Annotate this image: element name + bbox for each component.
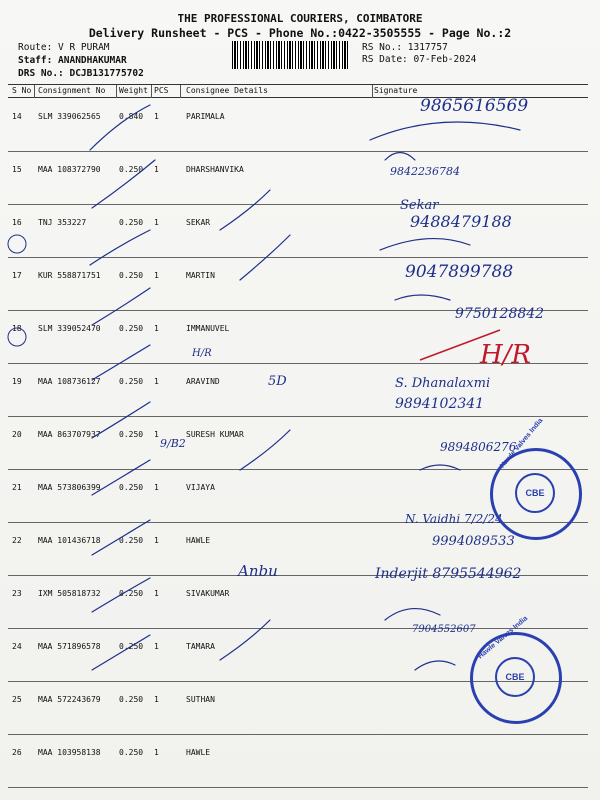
handwritten-note: 9/B2 <box>160 437 186 450</box>
pcs-cell: 1 <box>154 218 159 227</box>
stamp-center: CBE <box>515 473 555 513</box>
handwritten-note: H/R <box>192 348 212 359</box>
consignment-cell: MAA 572243679 <box>38 695 101 704</box>
pcs-cell: 1 <box>154 377 159 386</box>
weight-cell: 0.250 <box>119 589 144 598</box>
sno-cell: 14 <box>12 112 22 121</box>
consignment-cell: MAA 103958138 <box>38 748 101 757</box>
col-weight: Weight <box>119 86 148 95</box>
sno-cell: 20 <box>12 430 22 439</box>
consignment-cell: IXM 505818732 <box>38 589 101 598</box>
company-stamp: CBE Hawle Valves India <box>470 632 562 724</box>
handwritten-phone: 9894806276 <box>440 440 517 454</box>
sno-cell: 25 <box>12 695 22 704</box>
col-consignment: Consignment No <box>38 86 106 95</box>
company-header: THE PROFESSIONAL COURIERS, COIMBATORE <box>177 12 423 25</box>
sno-cell: 19 <box>12 377 22 386</box>
pcs-cell: 1 <box>154 642 159 651</box>
consignment-cell: KUR 558871751 <box>38 271 101 280</box>
runsheet-title: Delivery Runsheet - PCS - Phone No.:0422-3505555 - Page No.:2 <box>88 26 512 40</box>
consignment-cell: MAA 108736127 <box>38 377 101 386</box>
pcs-cell: 1 <box>154 271 159 280</box>
staff-label: Staff: ANANDHAKUMAR <box>18 55 127 66</box>
weight-cell: 0.250 <box>119 377 144 386</box>
consignment-cell: SLM 339062565 <box>38 112 101 121</box>
weight-cell: 0.250 <box>119 748 144 757</box>
weight-cell: 0.250 <box>119 271 144 280</box>
consignment-cell: MAA 863707937 <box>38 430 101 439</box>
col-sno: S No <box>12 86 32 95</box>
consignee-cell: ARAVIND <box>186 377 220 386</box>
consignee-cell: MARTIN <box>186 271 215 280</box>
pcs-cell: 1 <box>154 748 159 757</box>
pcs-cell: 1 <box>154 430 159 439</box>
drs-number: DRS No.: DCJB131775702 <box>18 68 144 79</box>
consignee-cell: VIJAYA <box>186 483 215 492</box>
handwritten-phone: 9865616569 <box>420 96 529 116</box>
handwritten-phone: 9488479188 <box>410 212 512 231</box>
route-label: Route: V R PURAM <box>18 42 110 53</box>
handwritten-signature: S. Dhanalaxmi <box>395 376 491 391</box>
consignment-cell: TNJ 353227 <box>38 218 87 227</box>
consignment-cell: MAA 108372790 <box>38 165 101 174</box>
consignee-cell: HAWLE <box>186 536 211 545</box>
consignee-cell: TAMARA <box>186 642 215 651</box>
weight-cell: 0.840 <box>119 112 144 121</box>
col-consignee: Consignee Details <box>186 86 268 95</box>
consignment-cell: MAA 573806399 <box>38 483 101 492</box>
company-stamp: CBE Hawle Valves India <box>490 448 582 540</box>
consignee-cell: PARIMALA <box>186 112 225 121</box>
sno-cell: 23 <box>12 589 22 598</box>
weight-cell: 0.250 <box>119 536 144 545</box>
col-signature: Signature <box>374 86 418 95</box>
consignee-cell: HAWLE <box>186 748 211 757</box>
pcs-cell: 1 <box>154 589 159 598</box>
consignee-cell: SUTHAN <box>186 695 215 704</box>
weight-cell: 0.250 <box>119 430 144 439</box>
sno-cell: 22 <box>12 536 22 545</box>
handwritten-name: Sekar <box>400 198 439 213</box>
handwritten-hr: H/R <box>480 340 532 370</box>
consignee-cell: DHARSHANVIKA <box>186 165 244 174</box>
handwritten-phone: 9994089533 <box>432 534 515 549</box>
consignee-cell: IMMANUVEL <box>186 324 230 333</box>
pcs-cell: 1 <box>154 483 159 492</box>
consignment-cell: MAA 571896578 <box>38 642 101 651</box>
weight-cell: 0.250 <box>119 642 144 651</box>
consignee-cell: SIVAKUMAR <box>186 589 230 598</box>
handwritten-signature: N. Vaidhi 7/2/24 <box>405 512 503 526</box>
handwritten-phone: 9894102341 <box>395 396 485 412</box>
pcs-cell: 1 <box>154 695 159 704</box>
consignment-cell: MAA 101436718 <box>38 536 101 545</box>
pcs-cell: 1 <box>154 112 159 121</box>
pcs-cell: 1 <box>154 536 159 545</box>
sno-cell: 26 <box>12 748 22 757</box>
consignee-cell: SURESH KUMAR <box>186 430 244 439</box>
handwritten-phone: 7904552607 <box>412 624 476 635</box>
weight-cell: 0.250 <box>119 165 144 174</box>
sno-cell: 17 <box>12 271 22 280</box>
handwritten-phone: 9047899788 <box>405 262 514 282</box>
handwritten-signature: Inderjit 8795544962 <box>375 566 522 582</box>
sno-cell: 18 <box>12 324 22 333</box>
weight-cell: 0.250 <box>119 324 144 333</box>
pcs-cell: 1 <box>154 165 159 174</box>
handwritten-phone: 9750128842 <box>455 306 545 322</box>
rs-number: RS No.: 1317757 <box>362 42 448 53</box>
weight-cell: 0.250 <box>119 483 144 492</box>
pcs-cell: 1 <box>154 324 159 333</box>
weight-cell: 0.250 <box>119 218 144 227</box>
rs-date: RS Date: 07-Feb-2024 <box>362 54 477 65</box>
sno-cell: 21 <box>12 483 22 492</box>
col-pcs: PCS <box>154 86 169 95</box>
consignee-cell: SEKAR <box>186 218 211 227</box>
handwritten-note: Anbu <box>238 562 278 580</box>
sno-cell: 24 <box>12 642 22 651</box>
consignment-cell: SLM 339052470 <box>38 324 101 333</box>
sno-cell: 16 <box>12 218 22 227</box>
sno-cell: 15 <box>12 165 22 174</box>
handwritten-note: 5D <box>268 374 287 389</box>
handwritten-phone: 9842236784 <box>390 165 460 178</box>
stamp-center: CBE <box>495 657 535 697</box>
weight-cell: 0.250 <box>119 695 144 704</box>
